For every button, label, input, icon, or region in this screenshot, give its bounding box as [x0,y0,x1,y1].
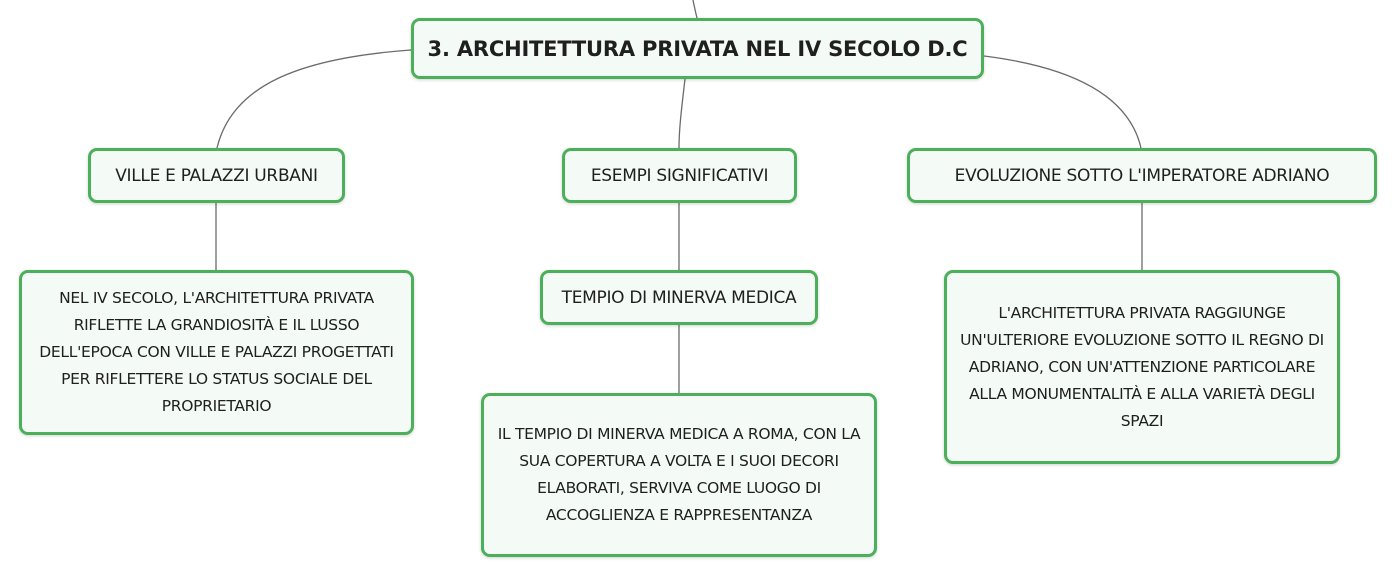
subbranch-node-tempio[interactable] [540,270,818,325]
leaf-node-ville-description[interactable] [19,270,414,435]
leaf-node-evoluzione-description[interactable] [944,270,1340,464]
leaf-node-tempio-description[interactable] [481,393,877,557]
root-node[interactable] [411,18,984,79]
connector-root-to-ville [217,50,411,148]
branch-node-evoluzione[interactable] [907,148,1377,203]
leaf-node-text: NEL IV SECOLO, L'ARCHITETTURA PRIVATA RIFLETTE LA GRANDIOSITÀ E IL LUSSO DELL'EPOCA CON VILLE E PALAZZI PROGETTATI PER RIFLETTERE LO STATUS SOCIALE DEL PROPRIETARIO [39,289,394,415]
subbranch-node-label: TEMPIO DI MINERVA MEDICA [561,287,797,308]
leaf-node-text: IL TEMPIO DI MINERVA MEDICA A ROMA, CON LA SUA COPERTURA A VOLTA E I SUOI DECORI ELABORATI, SERVIVA COME LUOGO DI ACCOGLIENZA E RAPPRESENTANZA [497,425,861,524]
leaf-node-text: L'ARCHITETTURA PRIVATA RAGGIUNGE UN'ULTERIORE EVOLUZIONE SOTTO IL REGNO DI ADRIANO, CON UN'ATTENZIONE PARTICOLARE ALLA MONUMENTALITÀ E ALLA VARIETÀ DEGLI SPAZI [960,303,1324,430]
branch-node-esempi[interactable] [562,148,797,203]
branch-node-label: ESEMPI SIGNIFICATIVI [590,165,769,186]
root-node-label: 3. ARCHITETTURA PRIVATA NEL IV SECOLO D.C [427,36,968,61]
branch-node-label: VILLE E PALAZZI URBANI [115,165,318,186]
branch-node-ville[interactable] [88,148,345,203]
connector-root-to-esempi [679,79,685,148]
connector-root-to-evoluzione [984,56,1141,148]
branch-node-label: EVOLUZIONE SOTTO L'IMPERATORE ADRIANO [954,165,1330,186]
connector-incoming [693,0,697,18]
